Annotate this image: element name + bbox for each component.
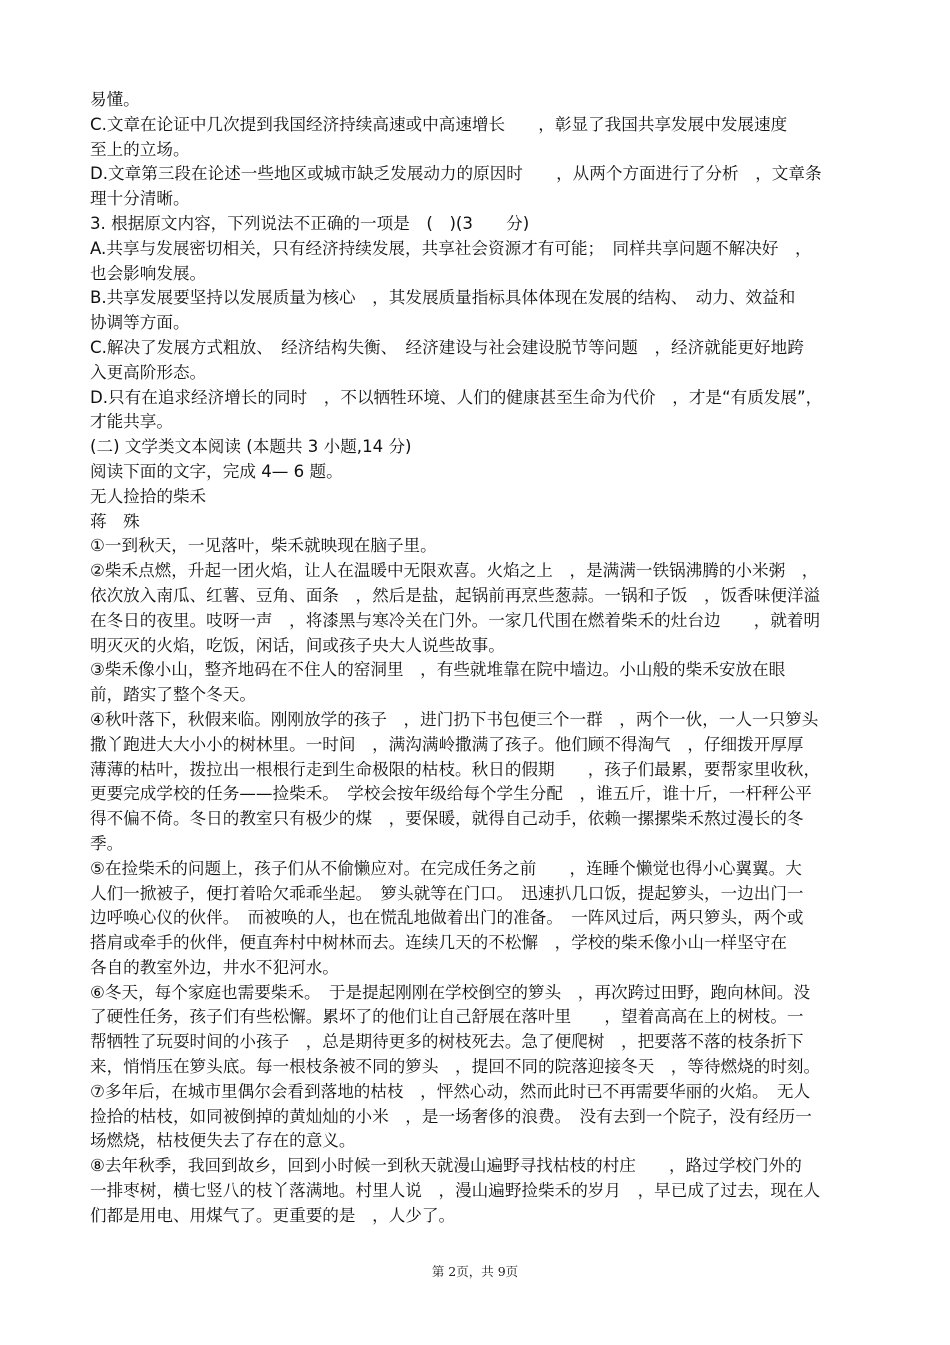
text-line: 了硬性任务，孩子们有些松懈。累坏了的他们让自己舒展在落叶里 ，望着高高在上的树枝。一 [90, 1007, 804, 1027]
document-body [90, 88, 865, 1229]
text-line: 帮牺牲了玩耍时间的小孩子 ，总是期待更多的树枝死去。急了便爬树 ，把要落不落的枝条折下 [90, 1032, 804, 1052]
text-line: 各自的教室外边，井水不犯河水。 [90, 957, 339, 977]
text-line: 在冬日的夜里。吱呀一声 ，将漆黑与寒冷关在门外。一家几代围在燃着柴禾的灶台边 ，就着明 [90, 610, 821, 630]
text-line: 捡拾的枯枝，如同被倒掉的黄灿灿的小米 ，是一场奢侈的浪费。 没有去到一个院子，没有经历一 [90, 1106, 812, 1126]
text-line: 才能共享。 [90, 412, 173, 432]
text-line: 一排枣树，横七竖八的枝丫落满地。村里人说 ，漫山遍野捡柴禾的岁月 ，早已成了过去，现在人 [90, 1181, 821, 1201]
text-line: 至上的立场。 [90, 139, 190, 159]
text-line: ⑤在捡柴禾的问题上，孩子们从不偷懒应对。在完成任务之前 ，连睡个懒觉也得小心翼翼。大 [90, 858, 802, 878]
text-line: ③柴禾像小山，整齐地码在不住人的窑洞里 ，有些就堆靠在院中墙边。小山般的柴禾安放在眼 [90, 660, 786, 680]
text-line: 明灭灭的火焰，吃饭，闲话，间或孩子央大人说些故事。 [90, 635, 505, 655]
text-line: 更要完成学校的任务——捡柴禾。 学校会按年级给每个学生分配 ，谁五斤，谁十斤，一杆秤公平 [90, 784, 812, 804]
text-line: C.文章在论证中几次提到我国经济持续高速或中高速增长 ，彰显了我国共享发展中发展速度 [90, 114, 788, 134]
text-line: C.解决了发展方式粗放、 经济结构失衡、 经济建设与社会建设脱节等问题 ，经济就能更好地跨 [90, 337, 804, 357]
text-line: 蒋 殊 [90, 511, 140, 531]
text-line: 薄薄的枯叶，拨拉出一根根行走到生命极限的枯枝。秋日的假期 ，孩子们最累，要帮家里收秋， [90, 759, 821, 779]
text-line: 们都是用电、用煤气了。更重要的是 ，人少了。 [90, 1205, 456, 1225]
text-line: 边呼唤心仪的伙伴。 而被唤的人，也在慌乱地做着出门的准备。 一阵风过后，两只箩头，两个或 [90, 908, 804, 928]
text-line: 人们一掀被子，便打着哈欠乖乖坐起。 箩头就等在门口。 迅速扒几口饭，提起箩头，一边出门一 [90, 883, 804, 903]
text-line: (二) 文学类文本阅读 (本题共 3 小题,14 分) [90, 437, 412, 457]
text-line: 入更高阶形态。 [90, 362, 207, 382]
text-line: 易懂。 [90, 90, 140, 109]
text-line: 来，悄悄压在箩头底。每一根枝条被不同的箩头 ，提回不同的院落迎接冬天 ，等待燃烧的时刻。 [90, 1057, 821, 1077]
text-line: 得不偏不倚。冬日的教室只有极少的煤 ，要保暖，就得自己动手，依赖一摞摞柴禾熬过漫长的冬 [90, 809, 804, 829]
text-line: 无人捡拾的柴禾 [90, 486, 207, 506]
text-line: ④秋叶落下，秋假来临。刚刚放学的孩子 ，进门扔下书包便三个一群 ，两个一伙，一人一只箩头 [90, 709, 819, 729]
text-line: ⑦多年后，在城市里偶尔会看到落地的枯枝 ，怦然心动，然而此时已不再需要华丽的火焰。 无人 [90, 1081, 811, 1101]
text-line: ⑥冬天，每个家庭也需要柴禾。 于是提起刚刚在学校倒空的箩头 ，再次跨过田野，跑向林间。没 [90, 982, 811, 1002]
text-line: 前，踏实了整个冬天。 [90, 685, 256, 705]
page-footer: 第 2页，共 9页 [431, 1264, 519, 1279]
text-line: 撒丫跑进大大小小的树林里。一时间 ，满沟满岭撒满了孩子。他们顾不得淘气 ，仔细拨开厚厚 [90, 734, 804, 754]
text-line: 季。 [90, 833, 124, 853]
text-line: 依次放入南瓜、红薯、豆角、面条 ，然后是盐，起锅前再烹些葱蒜。一锅和子饭 ，饭香味便洋溢 [90, 585, 821, 605]
text-line: 也会影响发展。 [90, 263, 207, 283]
text-line: A.共享与发展密切相关，只有经济持续发展，共享社会资源才有可能； 同样共享问题不解决好 ， [90, 238, 812, 258]
text-line: 场燃烧，枯枝便失去了存在的意义。 [90, 1131, 356, 1151]
text-line: D.只有在追求经济增长的同时 ，不以牺牲环境、人们的健康甚至生命为代价 ，才是“有质发展”， [90, 387, 823, 407]
text-line: ⑧去年秋季，我回到故乡，回到小时候一到秋天就漫山遍野寻找枯枝的村庄 ，路过学校门外的 [90, 1156, 802, 1176]
text-line: ②柴禾点燃，升起一团火焰，让人在温暖中无限欢喜。火焰之上 ，是满满一铁锅沸腾的小米粥 ， [90, 561, 819, 581]
text-line: 3. 根据原文内容，下列说法不正确的一项是 ( )(3 分) [90, 213, 530, 233]
text-line: 协调等方面。 [90, 313, 190, 333]
text-line: 搭肩或牵手的伙伴，便直奔村中树林而去。连续几天的不松懈 ，学校的柴禾像小山一样坚守在 [90, 933, 787, 953]
text-line: B.共享发展要坚持以发展质量为核心 ，其发展质量指标具体体现在发展的结构、 动力、效益和 [90, 288, 796, 308]
text-line: 阅读下面的文字，完成 4— 6 题。 [90, 461, 343, 481]
text-line: D.文章第三段在论述一些地区或城市缺乏发展动力的原因时 ，从两个方面进行了分析 ，文章条 [90, 164, 822, 184]
text-line: ①一到秋天，一见落叶，柴禾就映现在脑子里。 [90, 536, 437, 556]
text-line: 理十分清晰。 [90, 189, 190, 209]
